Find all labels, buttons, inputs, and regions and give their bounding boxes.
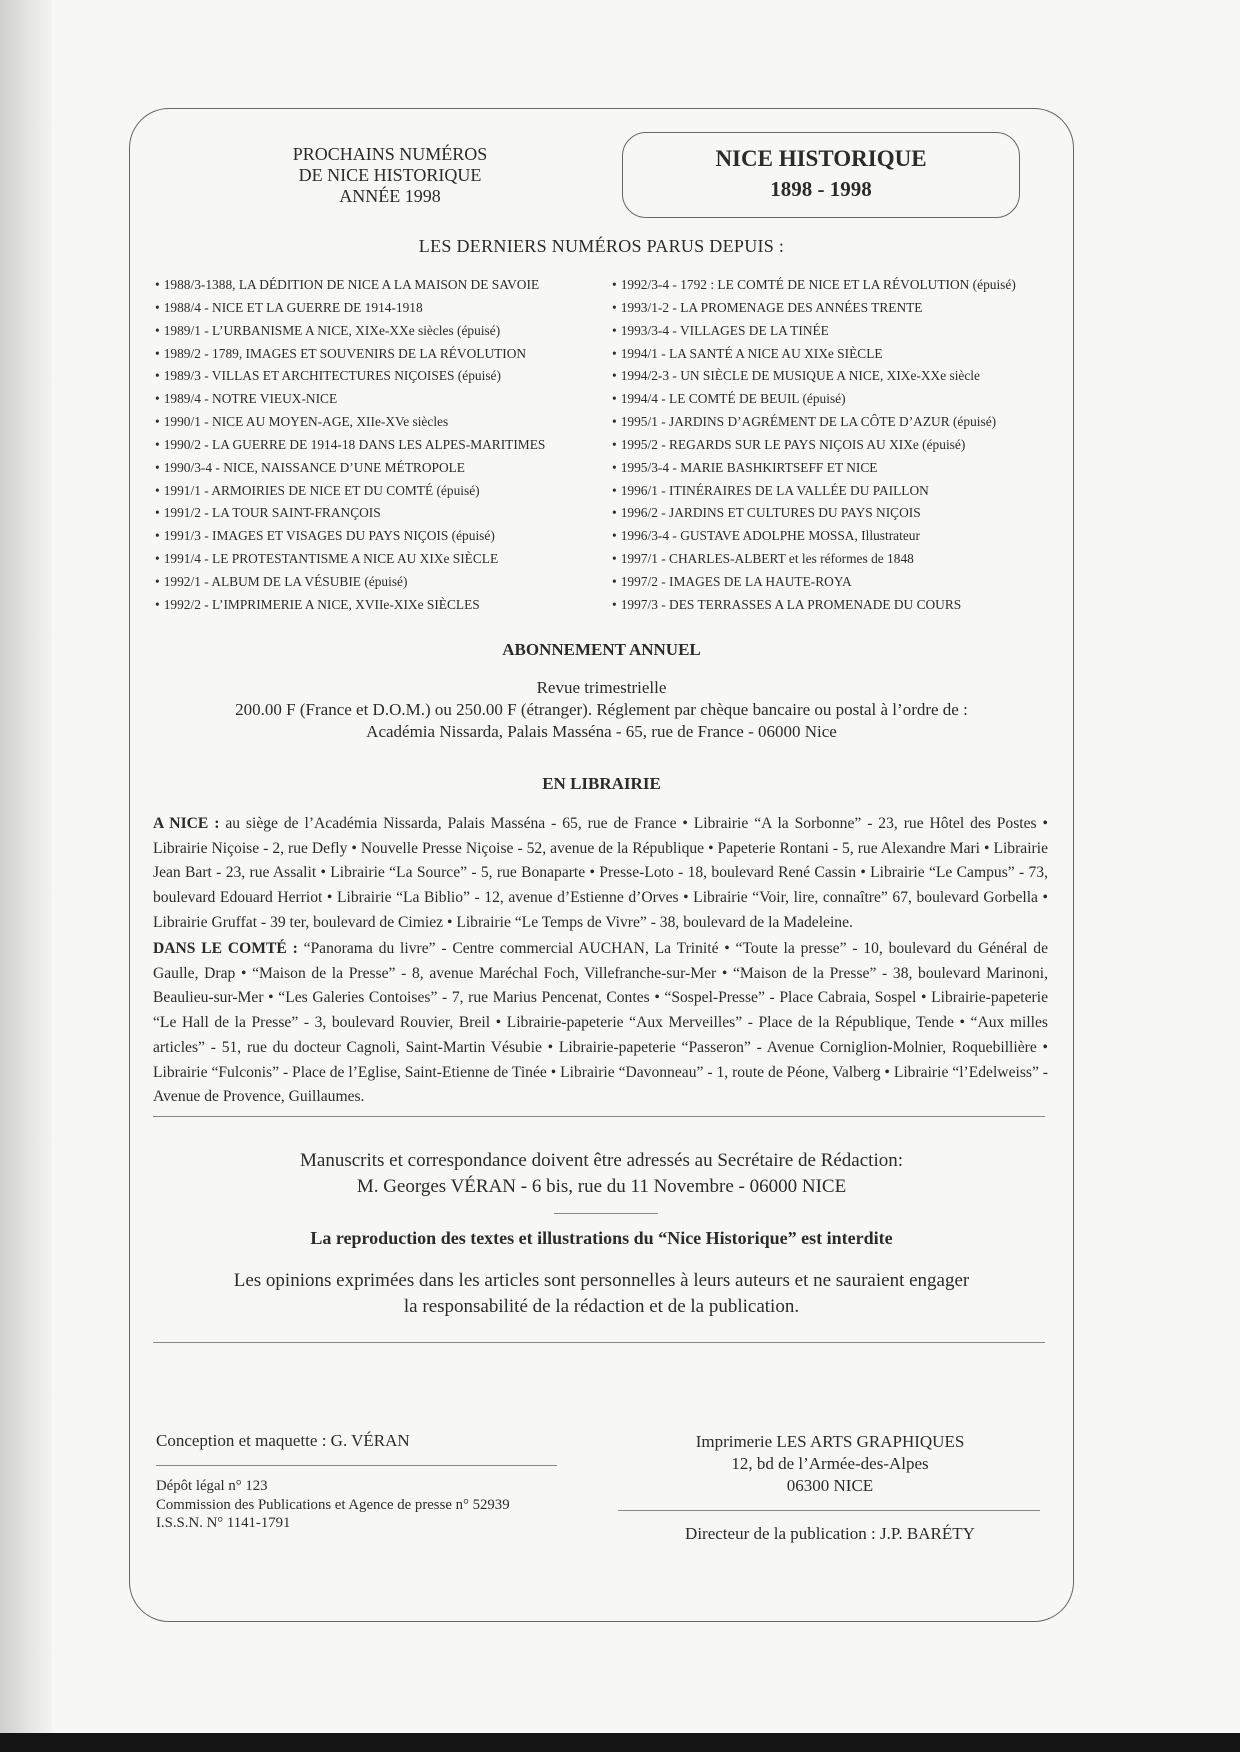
issue-title: 1991/3 - IMAGES ET VISAGES DU PAYS NIÇOIS (épuisé) [163,528,495,544]
issue-item [155,411,545,434]
prochains-line: ANNÉE 1998 [339,186,441,206]
abonnement-line: Académia Nissarda, Palais Masséna - 65, rue de France - 06000 Nice [366,722,837,741]
issue-title: 1989/4 - NOTRE VIEUX-NICE [163,391,338,407]
manuscrits-line: M. Georges VÉRAN - 6 bis, rue du 11 Novembre - 06000 NICE [356,1176,847,1197]
abonnement-details [129,677,1074,743]
issue-item [612,343,1016,366]
bullet-icon: • [612,596,617,612]
bullet-icon: • [155,436,160,452]
issue-item [155,502,545,525]
imprimerie-address: 12, bd de l’Armée-des-Alpes [731,1454,929,1473]
bullet-icon: • [155,322,160,338]
librairie-nice-text: au siège de l’Académia Nissarda, Palais Masséna - 65, rue de France • Librairie “A la Sorbonne” - 23, rue Hôtel des Postes • Librairie Niçoise - 2, rue Defly • Nouvelle Presse Niçoise - 52, avenue de la République • Papeterie Rontani - 5, rue Alexandre Mari • Librairie Jean Bart - 23, rue Assalit • Librairie “La Source” - 5, rue Bonaparte • Presse-Loto - 18, boulevard René Cassin • Librairie “Le Campus” - 73, boulevard Edouard Herriot • Librairie “La Biblio” - 12, avenue d’Estienne d’Orves • Librairie “Voir, lire, connaître” 67, boulevard Gorbella • Librairie Gruffat - 39 ter, boulevard de Cimiez • Librairie “Le Temps de Vivre” - 38, boulevard de la Madeleine. [153,815,1048,931]
issue-title: 1988/4 - NICE ET LA GUERRE DE 1914-1918 [163,299,423,315]
issue-title: 1991/4 - LE PROTESTANTISME A NICE AU XIXe SIÈCLE [163,551,499,567]
reproduction-notice: La reproduction des textes et illustrations du “Nice Historique” est interdite [310,1228,893,1248]
bullet-icon: • [155,596,160,612]
nice-historique-years: 1898 - 1998 [770,177,872,201]
issue-item [612,480,1016,503]
issue-title: 1988/3-1388, LA DÉDITION DE NICE A LA MAISON DE SAVOIE [163,277,540,292]
issue-item [155,548,545,571]
legal-info [156,1477,510,1533]
footer-left-rule [156,1465,557,1466]
issue-item [155,571,545,594]
footer-right-rule [618,1510,1040,1511]
issue-item [612,548,1016,571]
bullet-icon: • [612,345,617,361]
issue-item [612,594,1016,617]
issue-item [155,320,545,343]
issue-title: 1989/3 - VILLAS ET ARCHITECTURES NIÇOISES (épuisé) [163,368,501,384]
bullet-icon: • [612,322,617,338]
issue-title: 1989/2 - 1789, IMAGES ET SOUVENIRS DE LA RÉVOLUTION [163,345,527,361]
librairie-comte-text: “Panorama du livre” - Centre commercial AUCHAN, La Trinité • “Toute la presse” - 10, boulevard du Général de Gaulle, Drap • “Maison de la Presse” - 8, avenue Maréchal Foch, Villefranche-sur-Mer • “Maison de la Presse” - 38, boulevard Marinoni, Beaulieu-sur-Mer • “Les Galeries Contoises” - 7, rue Marius Pencenat, Contes • “Sospel-Presse” - Place Cabraia, Sospel • Librairie-papeterie “Le Hall de la Presse” - 3, boulevard Rouvier, Breil • Librairie-papeterie “Aux Merveilles” - Place de la République, Tende • “Aux milles articles” - 51, rue du docteur Cagnoli, Saint-Martin Vésubie • Librairie-papeterie “Passeron” - Avenue Corniglion-Molnier, Roquebillière • Librairie “Fulconis” - Place de l’Eglise, Saint-Etienne de Tinée • Librairie “Davonneau” - 1, route de Péone, Valberg • Librairie “l’Edelweiss” - Avenue de Provence, Guillaumes. [153,940,1048,1106]
conception-credit: Conception et maquette : G. VÉRAN [156,1431,410,1450]
issue-title: 1995/1 - JARDINS D’AGRÉMENT DE LA CÔTE D’AZUR (épuisé) [620,414,997,430]
bullet-icon: • [612,414,617,430]
issue-item [155,274,545,297]
issue-item [155,480,545,503]
issue-title: 1991/1 - ARMOIRIES DE NICE ET DU COMTÉ (épuisé) [163,482,480,498]
depot-legal: Dépôt légal n° 123 [156,1478,268,1494]
issue-item [612,525,1016,548]
bullet-icon: • [612,459,617,475]
prochains-line: PROCHAINS NUMÉROS [292,144,488,164]
issue-item [155,594,545,617]
issue-title: 1996/1 - ITINÉRAIRES DE LA VALLÉE DU PAILLON [620,482,929,498]
bullet-icon: • [155,551,160,567]
issue-item [612,571,1016,594]
issue-title: 1994/2-3 - UN SIÈCLE DE MUSIQUE A NICE, XIXe-XXe siècle [620,368,980,384]
issue-title: 1993/1-2 - LA PROMENAGE DES ANNÉES TRENTE [620,299,923,315]
bullet-icon: • [612,551,617,567]
bullet-icon: • [612,436,617,452]
bullet-icon: • [155,459,160,475]
prochains-numeros-block [228,144,552,207]
bullet-icon: • [612,505,617,521]
issue-item [612,320,1016,343]
bullet-icon: • [155,482,160,498]
bullet-icon: • [155,368,160,384]
issue-title: 1997/2 - IMAGES DE LA HAUTE-ROYA [620,573,852,589]
issue-title: 1991/2 - LA TOUR SAINT-FRANÇOIS [163,505,381,521]
issue-title: 1997/3 - DES TERRASSES A LA PROMENADE DU COURS [620,596,962,612]
issue-title: 1990/1 - NICE AU MOYEN-AGE, XIIe-XVe siècles [163,414,449,430]
librairie-nice-paragraph [153,812,1048,936]
manuscrits-line: Manuscrits et correspondance doivent être adressés au Secrétaire de Rédaction: [300,1150,903,1171]
librairie-nice-label: A NICE : [153,815,220,832]
abonnement-heading: ABONNEMENT ANNUEL [502,640,701,659]
bullet-icon: • [155,528,160,544]
bullet-icon: • [612,299,617,315]
nice-historique-title: NICE HISTORIQUE [715,146,927,171]
derniers-numeros-heading: LES DERNIERS NUMÉROS PARUS DEPUIS : [418,236,785,256]
issue-item [155,457,545,480]
short-divider-rule [554,1213,658,1214]
page-gutter-shadow [0,0,52,1752]
manuscrits-notice [129,1148,1074,1200]
issue-item [155,297,545,320]
bullet-icon: • [155,573,160,589]
issue-item [155,343,545,366]
prochains-line: DE NICE HISTORIQUE [298,165,482,185]
issue-title: 1996/3-4 - GUSTAVE ADOLPHE MOSSA, Illustrateur [620,528,920,544]
issue-title: 1990/2 - LA GUERRE DE 1914-18 DANS LES ALPES-MARITIMES [163,436,546,452]
issue-item [155,365,545,388]
bullet-icon: • [155,299,160,315]
librairie-heading: EN LIBRAIRIE [542,774,661,793]
issues-list-right [612,274,1016,617]
issue-item [155,388,545,411]
librairie-comte-paragraph [153,937,1048,1110]
abonnement-line: Revue trimestrielle [536,678,667,697]
issue-title: 1995/2 - REGARDS SUR LE PAYS NIÇOIS AU XIXe (épuisé) [620,436,966,452]
issue-item [612,365,1016,388]
issue-title: 1993/3-4 - VILLAGES DE LA TINÉE [620,322,829,338]
issue-item [612,297,1016,320]
issue-title: 1997/1 - CHARLES-ALBERT et les réformes de 1848 [620,551,914,567]
bullet-icon: • [155,345,160,361]
issue-item [612,388,1016,411]
bullet-icon: • [612,482,617,498]
opinions-line: la responsabilité de la rédaction et de la publication. [403,1296,800,1317]
bullet-icon: • [612,368,617,384]
divider-rule [153,1116,1045,1117]
issue-title: 1994/1 - LA SANTÉ A NICE AU XIXe SIÈCLE [620,345,883,361]
issue-title: 1990/3-4 - NICE, NAISSANCE D’UNE MÉTROPOLE [163,459,465,475]
bullet-icon: • [155,414,160,430]
bullet-icon: • [155,391,160,407]
issue-item [612,457,1016,480]
issue-title: 1996/2 - JARDINS ET CULTURES DU PAYS NIÇOIS [620,505,921,521]
issue-title: 1992/3-4 - 1792 : LE COMTÉ DE NICE ET LA RÉVOLUTION (épuisé) [620,277,1016,292]
bullet-icon: • [612,528,617,544]
nice-historique-title-box [622,132,1020,218]
imprimerie-city: 06300 NICE [786,1476,874,1495]
scan-bottom-edge [0,1733,1240,1752]
issue-title: 1989/1 - L’URBANISME A NICE, XIXe-XXe siècles (épuisé) [163,322,501,338]
divider-rule [153,1342,1045,1343]
issue-title: 1995/3-4 - MARIE BASHKIRTSEFF ET NICE [620,459,878,475]
issn: I.S.S.N. N° 1141-1791 [156,1515,291,1531]
issue-item [612,434,1016,457]
bullet-icon: • [612,573,617,589]
bullet-icon: • [612,391,617,407]
imprimerie-name: Imprimerie LES ARTS GRAPHIQUES [695,1432,965,1451]
directeur-publication: Directeur de la publication : J.P. BARÉTY [685,1524,975,1543]
opinions-line: Les opinions exprimées dans les articles sont personnelles à leurs auteurs et ne sauraient engager [233,1270,970,1291]
issue-item [155,525,545,548]
issue-item [612,274,1016,297]
bullet-icon: • [155,505,160,521]
bullet-icon: • [612,277,617,292]
issue-item [612,411,1016,434]
issue-title: 1992/2 - L’IMPRIMERIE A NICE, XVIIe-XIXe SIÈCLES [163,596,480,612]
issues-list-left [155,274,545,617]
commission: Commission des Publications et Agence de presse n° 52939 [156,1496,510,1513]
issue-item [155,434,545,457]
issue-title: 1994/4 - LE COMTÉ DE BEUIL (épuisé) [620,391,846,407]
imprimerie-block [615,1431,1045,1497]
issue-title: 1992/1 - ALBUM DE LA VÉSUBIE (épuisé) [163,573,408,589]
bullet-icon: • [155,277,160,292]
abonnement-line: 200.00 F (France et D.O.M.) ou 250.00 F (étranger). Réglement par chèque bancaire ou postal à l’ordre de : [235,700,968,719]
opinions-notice [129,1268,1074,1320]
librairie-comte-label: DANS LE COMTÉ : [153,940,298,957]
issue-item [612,502,1016,525]
